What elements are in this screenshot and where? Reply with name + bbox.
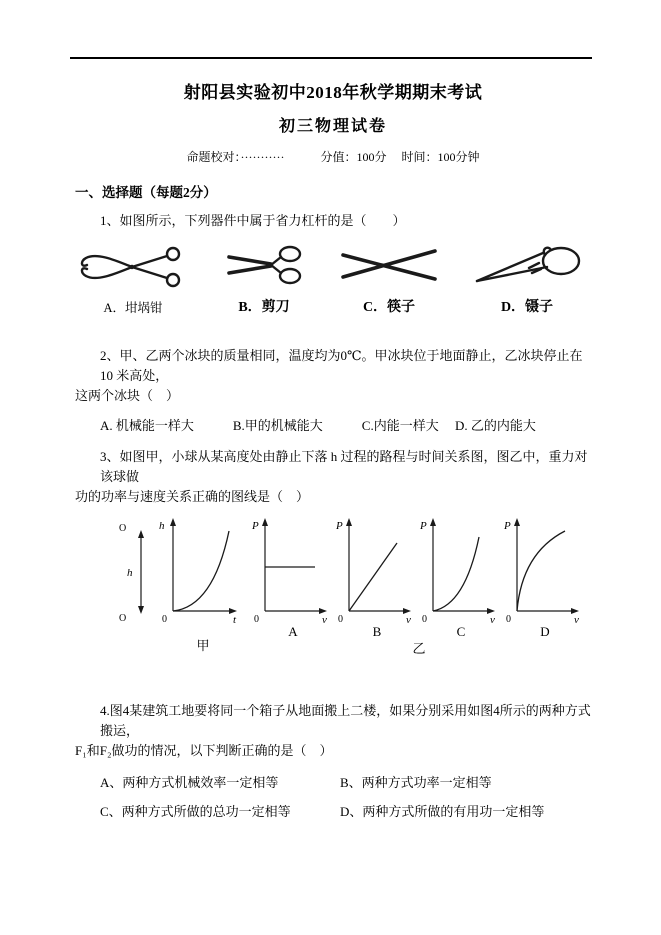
graph-c-ylabel: P (420, 520, 427, 533)
power-speed-graph-c (419, 515, 503, 625)
page-title: 射阳县实验初中2018年秋学期期末考试 (183, 83, 483, 102)
graph-c-xlabel: v (490, 614, 495, 626)
graph-jia-block (155, 515, 251, 652)
question-4-line1: 4.图4某建筑工地要将同一个箱子从地面搬上二楼，如果分别采用如图4所示的两种方式搬运， (100, 703, 591, 739)
page-subtitle: 初三物理试卷 (278, 118, 387, 135)
graph-b-xlabel: v (406, 614, 411, 626)
question-4-line2: F₁和F₂做功的情况，以下判断正确的是（ ） (75, 743, 333, 759)
page-content (75, 78, 591, 820)
drop-height-illustration (115, 515, 155, 625)
q4-option-c: C、两种方式所做的总功一定相等 (100, 803, 291, 819)
graph-c-origin: 0 (422, 614, 427, 626)
top-rule (70, 57, 592, 59)
graph-d-ylabel: P (504, 520, 511, 533)
distance-time-graph (155, 515, 251, 625)
graph-d-caption: D (540, 624, 550, 640)
drop-height-label: h (127, 567, 133, 580)
question-4 (75, 701, 591, 819)
tweezers-hand-icon (469, 239, 585, 291)
graph-c-caption: C (456, 624, 466, 640)
graph-d-block (503, 515, 587, 638)
question-3-figure (115, 515, 591, 655)
question-2 (75, 346, 591, 436)
option-a-label: A．坩埚钳 (103, 301, 163, 316)
section-heading: 一、选择题（每题2分） (75, 185, 217, 200)
option-d-figure (469, 239, 585, 316)
question-4-options (100, 772, 591, 820)
q4-option-a: A、两种方式机械效率一定相等 (100, 774, 279, 790)
jia-caption: 甲 (196, 638, 210, 654)
graph-b-origin: 0 (338, 614, 343, 626)
q4-option-b: B、两种方式功率一定相等 (340, 774, 492, 790)
graph-c-block (419, 515, 503, 638)
option-c-figure (339, 239, 439, 316)
graph-d-origin: 0 (506, 614, 511, 626)
graph-b-block (335, 515, 419, 638)
graph-d-xlabel: v (574, 614, 579, 626)
graph-a-ylabel: P (252, 520, 259, 533)
graph-b-ylabel: P (336, 520, 343, 533)
graph-a-block (251, 515, 335, 638)
graph-a-caption: A (288, 624, 298, 640)
question-3-line1: 3、如图甲，小球从某高度处由静止下落 h 过程的路程与时间关系图，图乙中，重力对该球做 (100, 448, 588, 484)
question-3-line2: 功的功率与速度关系正确的图线是（ ） (75, 488, 310, 504)
power-speed-graph-b (335, 515, 419, 625)
option-c-label: C．筷子 (362, 300, 416, 316)
question-1-text: 1、如图所示，下列器件中属于省力杠杆的是（ ） (100, 213, 406, 228)
jia-ylabel: h (159, 520, 165, 533)
drop-top-label: O (119, 523, 127, 535)
crucible-tongs-icon (77, 241, 189, 293)
question-2-line2: 这两个冰块（ ） (75, 388, 180, 404)
power-speed-graph-d (503, 515, 587, 625)
meta-line: 命题校对：··········· 分值：100分 时间：100分钟 (186, 150, 480, 164)
graph-b-caption: B (372, 624, 382, 640)
graph-a-origin: 0 (254, 614, 259, 626)
scissors-icon (219, 239, 309, 291)
option-b-figure (219, 239, 309, 316)
option-d-label: D．镊子 (500, 300, 554, 316)
option-b-label: B．剪刀 (238, 300, 290, 316)
option-a-figure (77, 241, 189, 316)
question-3 (75, 447, 591, 655)
drop-bottom-label: O (119, 613, 127, 625)
jia-origin: 0 (162, 614, 167, 626)
question-1-figures (77, 239, 585, 316)
question-2-options: A. 机械能一样大 B.甲的机械能大 C.内能一样大 D. 乙的内能大 (100, 417, 536, 433)
q4-option-d: D、两种方式所做的有用功一定相等 (340, 803, 545, 819)
jia-xlabel: t (233, 614, 237, 626)
power-speed-graph-a (251, 515, 335, 625)
question-2-line1: 2、甲、乙两个冰块的质量相同，温度均为0℃。甲冰块位于地面静止，乙冰块停止在 10 米高处， (100, 348, 583, 384)
yi-caption: 乙 (412, 641, 426, 657)
chopsticks-icon (339, 239, 439, 291)
graphs-yi-group (251, 515, 587, 655)
graph-a-xlabel: v (322, 614, 327, 626)
